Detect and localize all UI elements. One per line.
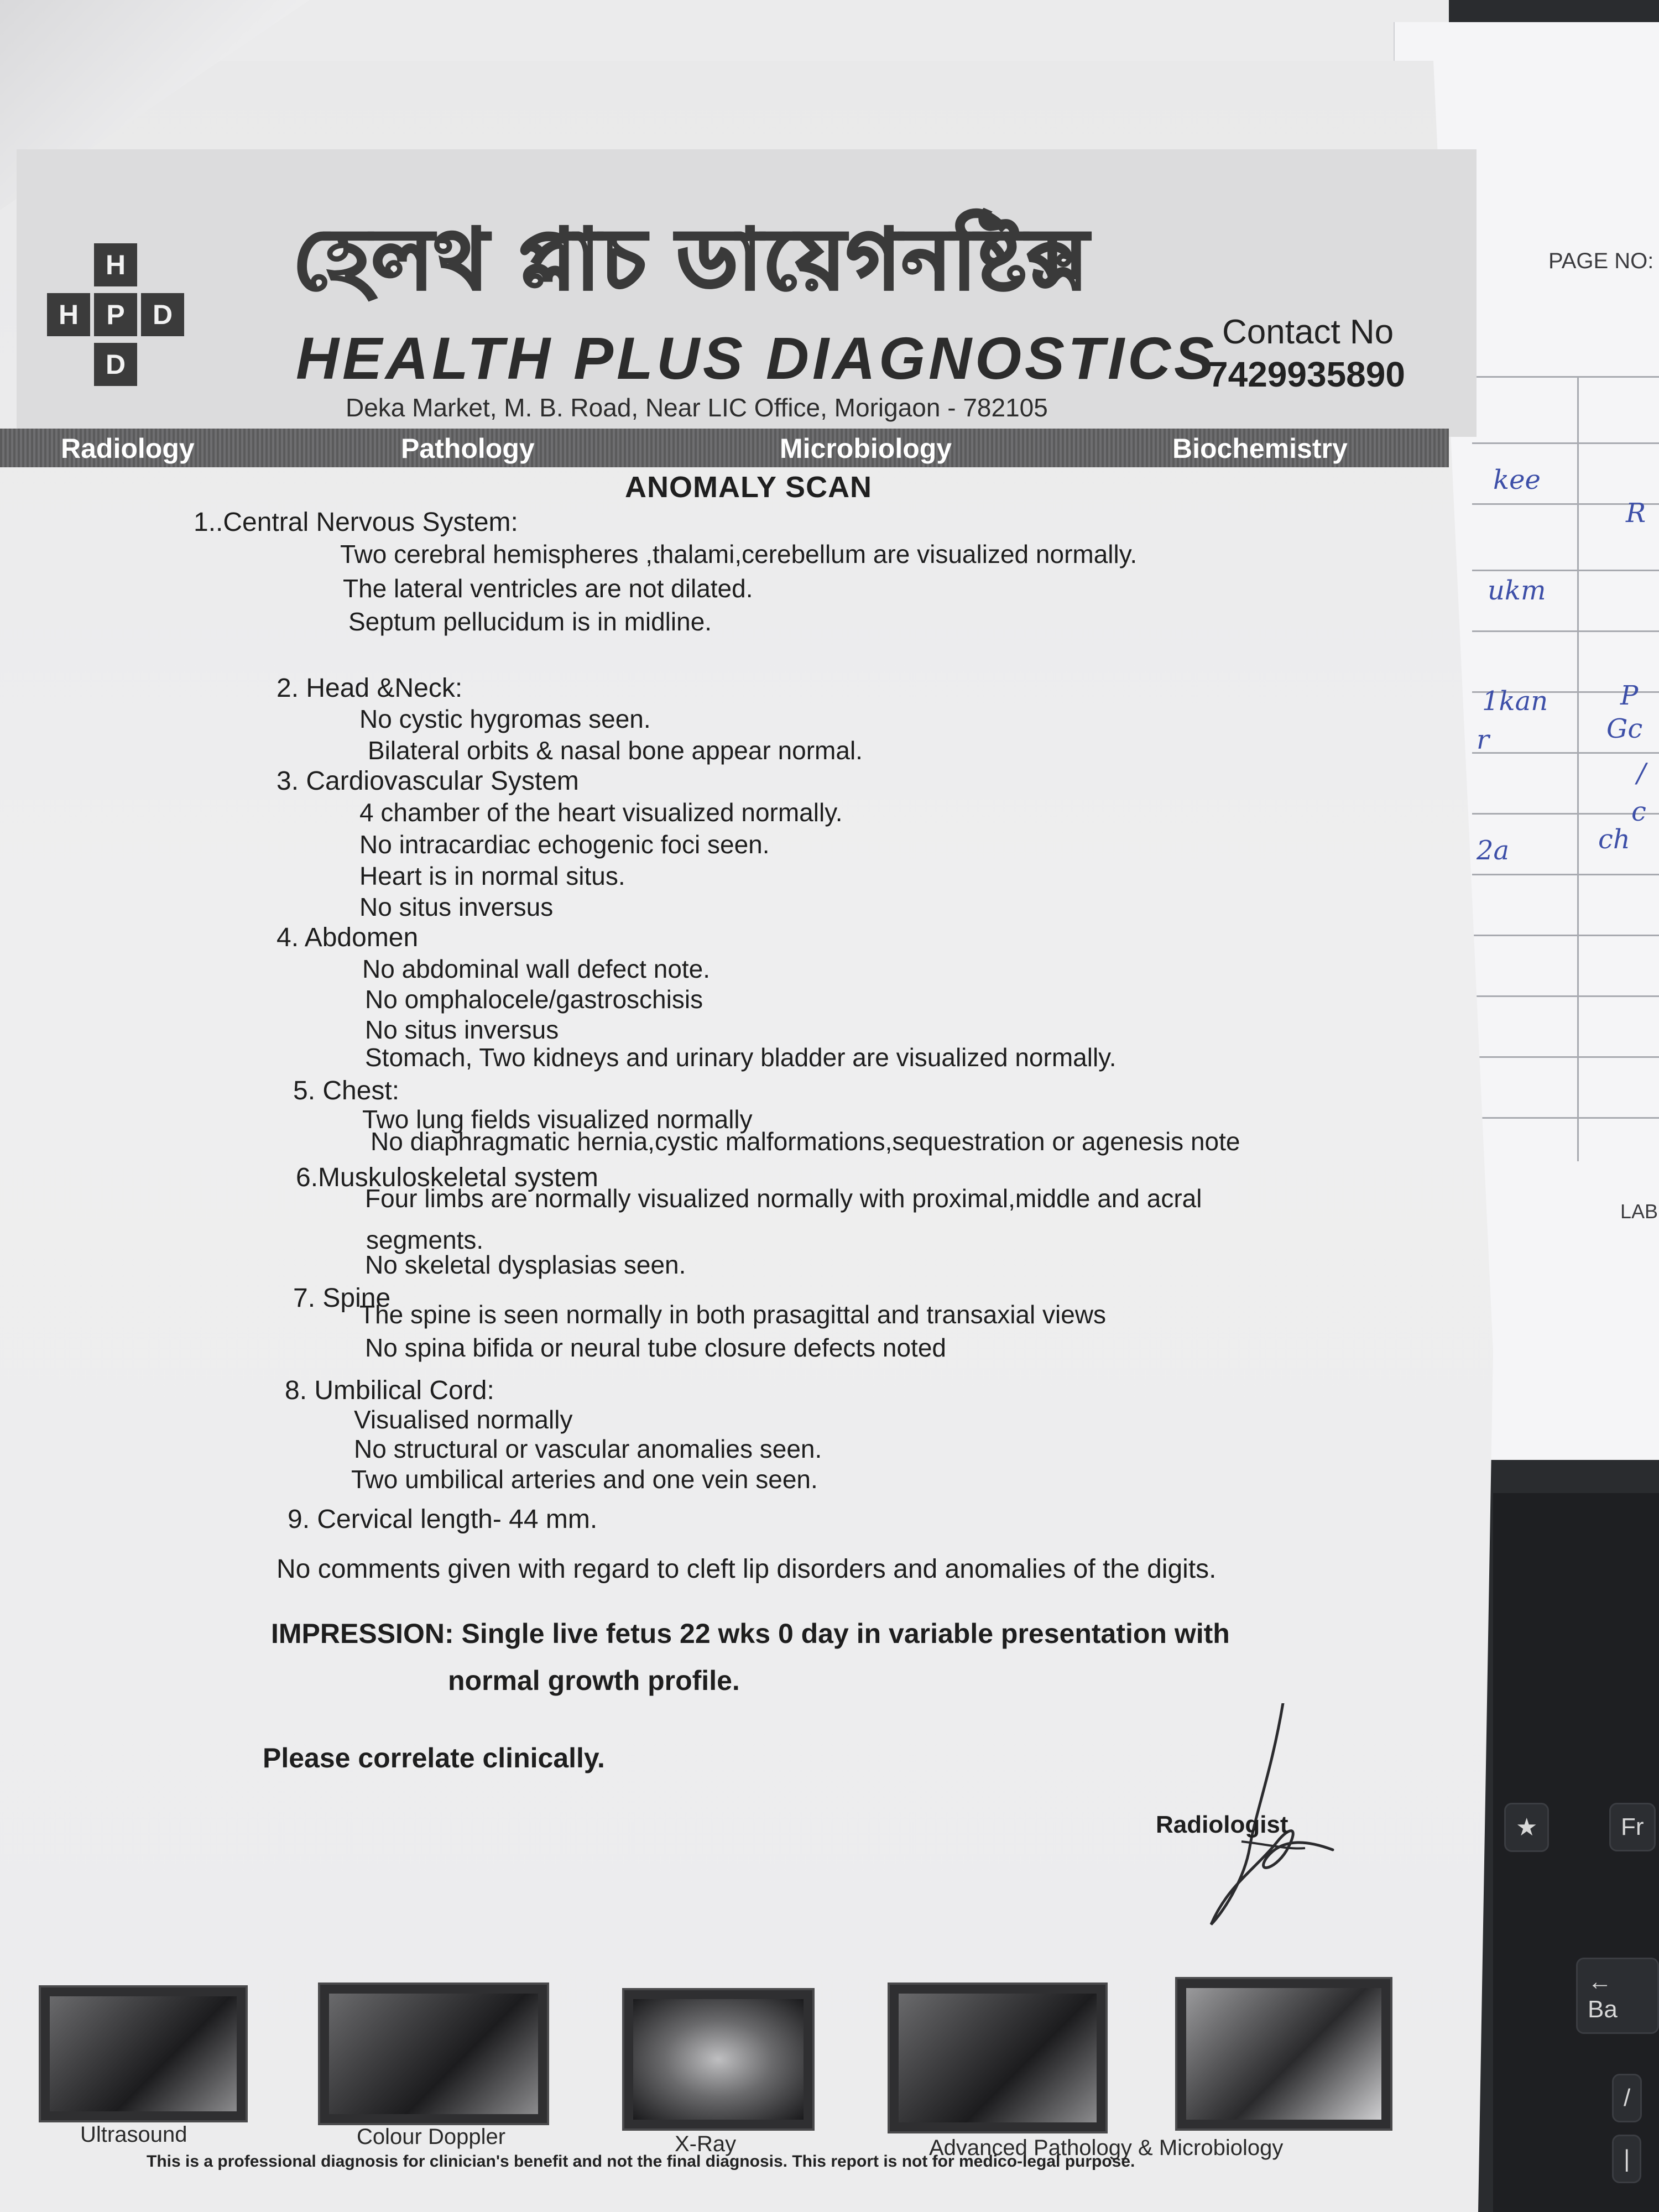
section-heading: 4. Abdomen	[276, 923, 419, 952]
finding-line: Heart is in normal situs.	[359, 862, 625, 890]
form-rule	[1472, 376, 1659, 378]
department-pathology: Pathology	[401, 433, 535, 464]
finding-line: No structural or vascular anomalies seen.	[354, 1434, 822, 1463]
photo-image	[899, 1994, 1097, 2122]
comment-line: No comments given with regard to cleft lip disorders and anomalies of the digits.	[276, 1554, 1217, 1584]
form-rule	[1472, 1056, 1659, 1058]
finding-line: 4 chamber of the heart visualized normally.	[359, 798, 843, 827]
section-heading: 5. Chest:	[293, 1076, 400, 1105]
finding-line: Two cerebral hemispheres ,thalami,cerebellum are visualized normally.	[340, 540, 1138, 568]
finding-line: Four limbs are normally visualized normally with proximal,middle and acral	[365, 1184, 1202, 1213]
lab-label: LAB	[1620, 1200, 1658, 1223]
finding-line: No skeletal dysplasias seen.	[365, 1250, 686, 1279]
correlate-note: Please correlate clinically.	[263, 1743, 605, 1773]
department-biochemistry: Biochemistry	[1172, 433, 1348, 464]
section-heading: 2. Head &Neck:	[276, 674, 463, 703]
handwritten-note: kee	[1493, 465, 1541, 495]
logo-letter: P	[94, 293, 137, 336]
finding-line: No abdominal wall defect note.	[362, 954, 711, 983]
logo-letter: H	[94, 243, 137, 286]
form-rule	[1472, 995, 1659, 997]
finding-line: Septum pellucidum is in midline.	[348, 607, 712, 636]
footer-disclaimer: This is a professional diagnosis for clinician's benefit and not the final diagnosis. This report is not for medico-legal purpose.	[147, 2152, 1135, 2171]
form-rule	[1472, 1117, 1659, 1119]
handwritten-note: R	[1626, 498, 1646, 529]
section-heading: 8. Umbilical Cord:	[285, 1376, 494, 1405]
report-title: ANOMALY SCAN	[625, 471, 873, 504]
form-rule	[1472, 570, 1659, 571]
photo-image	[633, 1999, 804, 2120]
handwritten-note: Gc	[1606, 713, 1643, 744]
colour-doppler-photo	[318, 1983, 549, 2125]
section-heading: 1..Central Nervous System:	[194, 508, 518, 537]
finding-line: No situs inversus	[359, 893, 554, 921]
department-microbiology: Microbiology	[780, 433, 952, 464]
logo-letter: D	[141, 293, 184, 336]
finding-line: Stomach, Two kidneys and urinary bladder are visualized normally.	[365, 1043, 1117, 1072]
finding-line: No situs inversus	[365, 1015, 559, 1044]
x-ray-photo	[622, 1988, 815, 2131]
form-rule	[1472, 874, 1659, 875]
keyboard-key: /	[1612, 2074, 1642, 2122]
bengali-brand-name: হেলথ প্লাচ ডায়েগনষ্টিক্স	[293, 212, 1089, 308]
section-heading: 3. Cardiovascular System	[276, 766, 579, 796]
hpd-logo	[44, 243, 188, 393]
pathology-photo	[888, 1983, 1108, 2133]
department-radiology: Radiology	[61, 433, 195, 464]
caption-x-ray: X-Ray	[675, 2132, 737, 2156]
handwritten-note: P	[1620, 680, 1639, 711]
form-column-rule	[1577, 376, 1579, 1161]
contact-label: Contact No	[1222, 313, 1394, 351]
form-rule	[1472, 630, 1659, 632]
handwritten-note: ukm	[1488, 575, 1546, 606]
handwritten-note: /	[1637, 758, 1646, 789]
finding-line: No omphalocele/gastroschisis	[365, 985, 703, 1014]
finding-line: No cystic hygromas seen.	[359, 705, 651, 733]
keyboard-background	[1493, 1493, 1659, 2212]
logo-letter: H	[47, 293, 90, 336]
ultrasound-photo	[39, 1985, 248, 2122]
finding-line: Two lung fields visualized normally	[362, 1105, 753, 1134]
handwritten-note: c	[1631, 796, 1646, 827]
handwritten-note: r	[1477, 724, 1489, 755]
photo-image	[1186, 1988, 1381, 2120]
caption-advanced-pathology: Advanced Pathology & Microbiology	[929, 2136, 1284, 2160]
microbiology-photo	[1175, 1977, 1392, 2131]
impression-line: IMPRESSION: Single live fetus 22 wks 0 day in variable presentation with	[271, 1618, 1230, 1649]
finding-line: The lateral ventricles are not dilated.	[343, 574, 753, 603]
brand-name: HEALTH PLUS DIAGNOSTICS	[296, 325, 1218, 392]
photo-image	[329, 1994, 538, 2114]
page-no-label: PAGE NO:	[1548, 249, 1654, 273]
caption-colour-doppler: Colour Doppler	[357, 2125, 506, 2149]
radiologist-label: Radiologist	[1156, 1811, 1288, 1838]
finding-line: No spina bifida or neural tube closure defects noted	[365, 1333, 946, 1362]
finding-line: segments.	[366, 1225, 484, 1254]
photo-image	[50, 1996, 237, 2111]
keyboard-key: Fr	[1609, 1803, 1656, 1851]
handwritten-note: ch	[1598, 824, 1630, 855]
finding-line: No diaphragmatic hernia,cystic malformations,sequestration or agenesis note	[371, 1127, 1240, 1156]
contact-number: 7429935890	[1208, 354, 1405, 394]
section-heading: 7. Spine	[293, 1284, 391, 1313]
finding-line: Bilateral orbits & nasal bone appear normal.	[368, 736, 863, 765]
caption-ultrasound: Ultrasound	[80, 2122, 187, 2147]
address: Deka Market, M. B. Road, Near LIC Office, Morigaon - 782105	[346, 393, 1048, 422]
impression-line: normal growth profile.	[448, 1665, 740, 1696]
finding-line: No intracardiac echogenic foci seen.	[359, 830, 770, 859]
handwritten-note: 1kan	[1482, 686, 1548, 717]
logo-letter: D	[94, 343, 137, 386]
handwritten-note: 2a	[1477, 835, 1510, 866]
section-heading: 9. Cervical length- 44 mm.	[288, 1505, 598, 1534]
keyboard-key: ← Ba	[1576, 1958, 1659, 2034]
keyboard-key: ★	[1504, 1803, 1549, 1852]
finding-line: Visualised normally	[354, 1405, 573, 1434]
form-rule	[1472, 442, 1659, 444]
section-heading: 6.Muskuloskeletal system	[296, 1163, 598, 1192]
form-rule	[1472, 935, 1659, 936]
finding-line: The spine is seen normally in both prasagittal and transaxial views	[359, 1300, 1107, 1329]
finding-line: Two umbilical arteries and one vein seen.	[351, 1465, 818, 1494]
keyboard-key: |	[1612, 2135, 1641, 2183]
form-rule	[1472, 752, 1659, 754]
